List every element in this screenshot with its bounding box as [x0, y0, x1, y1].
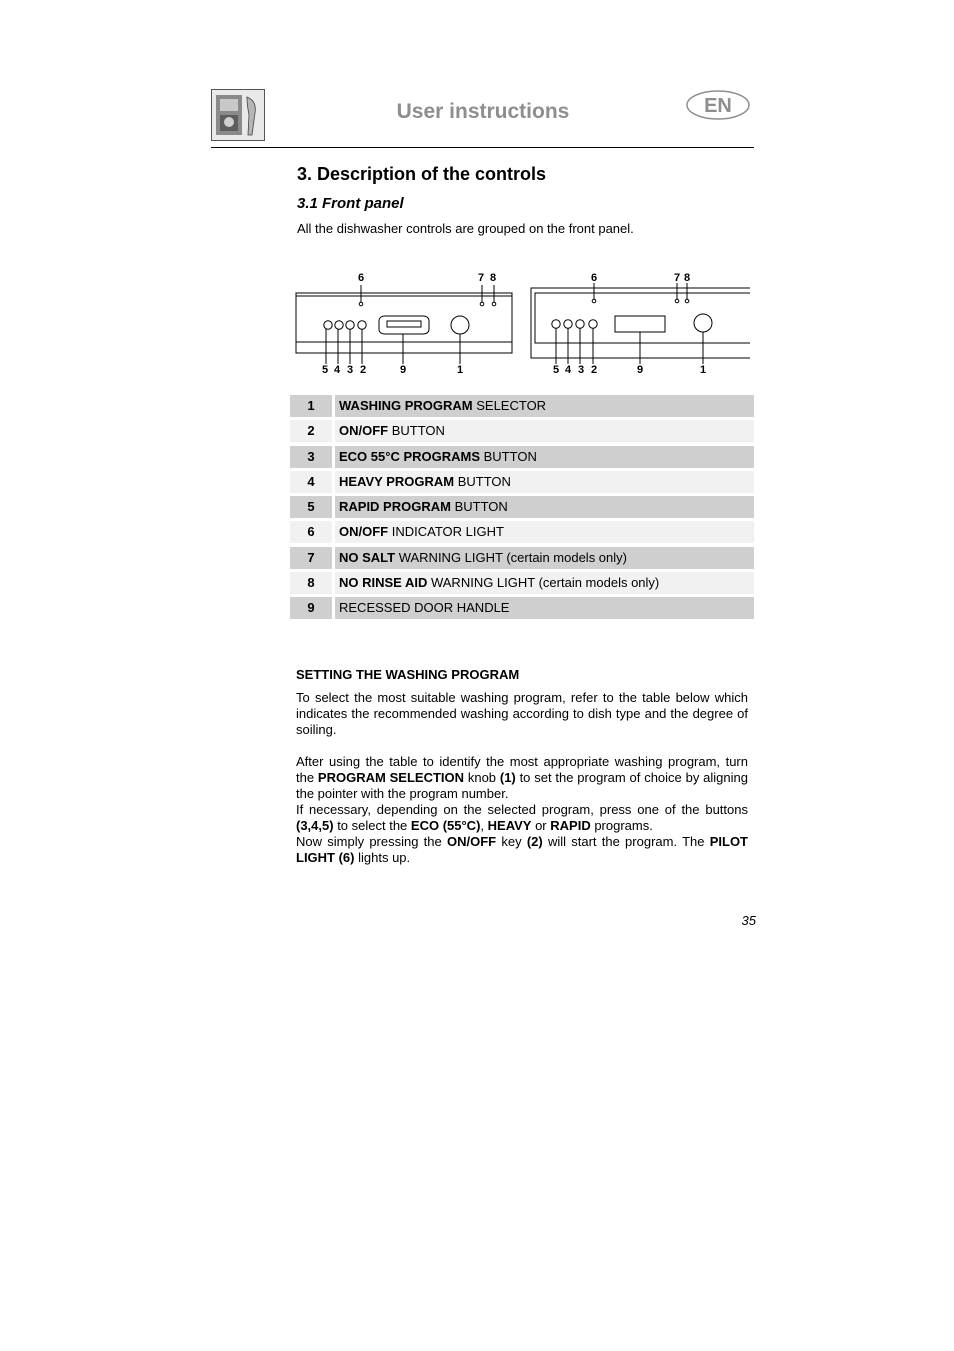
control-number: 5 — [290, 496, 332, 518]
diagram-label: 9 — [399, 364, 407, 376]
table-row — [290, 547, 754, 569]
diagram-label: 6 — [357, 272, 365, 284]
table-row — [290, 597, 754, 619]
page-header-title: User instructions — [396, 100, 570, 123]
control-description: WASHING PROGRAM SELECTOR — [335, 395, 754, 417]
control-description: NO RINSE AID WARNING LIGHT (certain models only) — [335, 572, 754, 594]
setting-paragraph: After using the table to identify the most appropriate washing program, turn the PROGRAM SELECTION knob (1) to set the program of choice by aligning the pointer with the program number. — [296, 754, 748, 801]
language-badge-text: EN — [704, 95, 732, 117]
control-number: 3 — [290, 446, 332, 468]
header-rule — [211, 147, 754, 148]
diagram-label: 8 — [489, 272, 497, 284]
setting-paragraph: To select the most suitable washing program, refer to the table below which indicates the recommended washing according to dish type and the degree of soiling. — [296, 690, 748, 737]
diagram-label: 2 — [590, 364, 598, 376]
control-number: 8 — [290, 572, 332, 594]
control-number: 9 — [290, 597, 332, 619]
control-description: ECO 55°C PROGRAMS BUTTON — [335, 446, 754, 468]
setting-body — [296, 690, 748, 866]
diagram-label: 5 — [552, 364, 560, 376]
diagram-label: 4 — [564, 364, 572, 376]
table-row — [290, 420, 754, 442]
diagram-label: 7 — [477, 272, 485, 284]
control-description: RAPID PROGRAM BUTTON — [335, 496, 754, 518]
subsection-heading: 3.1 Front panel — [297, 195, 404, 212]
control-description: ON/OFF BUTTON — [335, 420, 754, 442]
table-row — [290, 446, 754, 468]
diagram-label: 3 — [346, 364, 354, 376]
diagram-label: 3 — [577, 364, 585, 376]
intro-text: All the dishwasher controls are grouped on the front panel. — [297, 221, 634, 236]
front-panel-diagram — [295, 268, 751, 380]
control-description: HEAVY PROGRAM BUTTON — [335, 471, 754, 493]
diagram-label: 2 — [359, 364, 367, 376]
diagram-label: 8 — [683, 272, 691, 284]
control-number: 2 — [290, 420, 332, 442]
dishwasher-logo-icon — [211, 89, 265, 141]
control-description: RECESSED DOOR HANDLE — [335, 597, 754, 619]
language-badge — [685, 88, 751, 122]
diagram-label: 9 — [636, 364, 644, 376]
control-description: ON/OFF INDICATOR LIGHT — [335, 521, 754, 543]
diagram-label: 6 — [590, 272, 598, 284]
table-row — [290, 395, 754, 417]
page-number: 35 — [741, 913, 756, 928]
control-number: 4 — [290, 471, 332, 493]
table-row — [290, 496, 754, 518]
setting-paragraph: Now simply pressing the ON/OFF key (2) will start the program. The PILOT LIGHT (6) lights up. — [296, 834, 748, 865]
section-heading: 3. Description of the controls — [297, 164, 547, 184]
setting-heading: SETTING THE WASHING PROGRAM — [296, 667, 520, 682]
control-description: NO SALT WARNING LIGHT (certain models only) — [335, 547, 754, 569]
right-panel — [531, 283, 750, 364]
controls-table — [290, 395, 754, 623]
control-number: 7 — [290, 547, 332, 569]
table-row — [290, 521, 754, 543]
diagram-label: 5 — [321, 364, 329, 376]
table-row — [290, 471, 754, 493]
control-number: 1 — [290, 395, 332, 417]
diagram-label: 1 — [699, 364, 707, 376]
diagram-label: 4 — [333, 364, 341, 376]
setting-paragraph: If necessary, depending on the selected program, press one of the buttons (3,4,5) to select the ECO (55°C), HEAVY or RAPID programs. — [296, 802, 748, 833]
table-row — [290, 572, 754, 594]
control-number: 6 — [290, 521, 332, 543]
diagram-label: 7 — [673, 272, 681, 284]
diagram-label: 1 — [456, 364, 464, 376]
left-panel — [296, 285, 512, 364]
